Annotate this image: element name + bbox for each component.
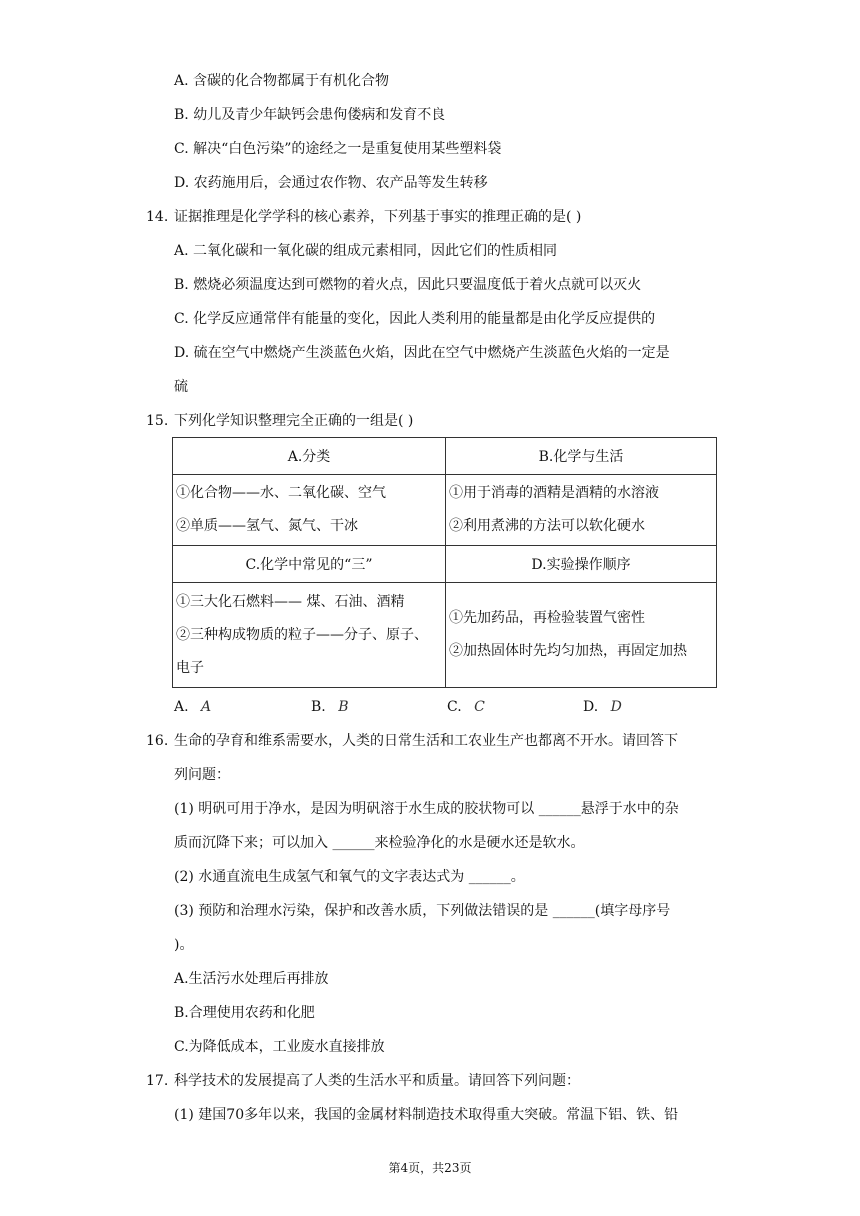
q16-option-a: A.生活污水处理后再排放: [174, 971, 329, 987]
table-cell-a-line1: ①化合物——水、二氧化碳、空气: [176, 485, 386, 501]
q16-part3-line2: )。: [174, 937, 194, 953]
q14-option-a: A. 二氧化碳和一氧化碳的组成元素相同，因此它们的性质相同: [174, 243, 558, 259]
q14-stem: 证据推理是化学学科的核心素养，下列基于事实的推理正确的是( ): [174, 209, 582, 225]
q14-option-b: B. 燃烧必须温度达到可燃物的着火点，因此只要温度低于着火点就可以灭火: [174, 277, 642, 293]
table-cell-b-line2: ②利用煮沸的方法可以软化硬水: [449, 518, 645, 534]
q14-option-d-cont: 硫: [174, 379, 188, 395]
table-header-a: A.分类: [173, 438, 446, 475]
q14-number: 14.: [146, 209, 169, 225]
q15-stem: 下列化学知识整理完全正确的一组是( ): [174, 413, 414, 429]
table-header-b: B.化学与生活: [446, 438, 717, 475]
q15-number: 15.: [146, 413, 169, 429]
q14-option-d: D. 硫在空气中燃烧产生淡蓝色火焰，因此在空气中燃烧产生淡蓝色火焰的一定是: [174, 345, 670, 361]
q17-number: 17.: [146, 1073, 169, 1089]
q17-stem: 科学技术的发展提高了人类的生活水平和质量。请回答下列问题：: [174, 1073, 580, 1089]
q16-number: 16.: [146, 733, 169, 749]
q15-choice-a-value: A: [201, 699, 212, 715]
table-cell-c: [173, 583, 446, 688]
q16-part2: (2) 水通直流电生成氢气和氧气的文字表达式为 ______。: [174, 869, 525, 885]
q15-choice-b: [311, 697, 349, 717]
knowledge-table: [172, 437, 717, 688]
table-cell-b-line1: ①用于消毒的酒精是酒精的水溶液: [449, 485, 659, 501]
q16-option-b: B.合理使用农药和化肥: [174, 1005, 315, 1021]
q15-choice-b-label: B.: [311, 699, 326, 715]
table-cell-d: [446, 583, 717, 688]
q13-option-c: C. 解决“白色污染”的途经之一是重复使用某些塑料袋: [174, 141, 502, 157]
table-cell-a: [173, 475, 446, 546]
table-cell-c-line3: 电子: [176, 659, 204, 676]
q13-option-d: D. 农药施用后，会通过农作物、农产品等发生转移: [174, 175, 488, 191]
table-cell-c-line2: ②三种构成物质的粒子——分子、原子、: [176, 626, 428, 643]
q15-choice-b-value: B: [338, 699, 349, 715]
page-footer: 第4页，共23页: [388, 1161, 472, 1175]
q16-stem-line1: 生命的孕育和维系需要水，人类的日常生活和工农业生产也都离不开水。请回答下: [174, 733, 678, 749]
table-cell-b: [446, 475, 717, 546]
table-cell-d-line2: ②加热固体时先均匀加热，再固定加热: [449, 643, 687, 659]
q13-option-b: B. 幼儿及青少年缺钙会患佝偻病和发育不良: [174, 107, 446, 123]
q15-choice-c-value: C: [474, 699, 485, 715]
q15-choice-d-value: D: [610, 699, 622, 715]
q15-choice-c: [447, 697, 485, 717]
q16-stem-line2: 列问题：: [174, 767, 230, 783]
q16-part1-line2: 质而沉降下来；可以加入 ______来检验净化的水是硬水还是软水。: [174, 835, 585, 851]
table-cell-d-line1: ①先加药品，再检验装置气密性: [449, 610, 645, 626]
q14-option-c: C. 化学反应通常伴有能量的变化，因此人类利用的能量都是由化学反应提供的: [174, 311, 656, 327]
q16-part1-line1: (1) 明矾可用于净水，是因为明矾溶于水生成的胶状物可以 ______悬浮于水中的杂: [174, 801, 679, 817]
q15-choice-a-label: A.: [174, 699, 189, 715]
q16-part3-line1: (3) 预防和治理水污染，保护和改善水质，下列做法错误的是 ______(填字母序号: [174, 903, 671, 919]
table-cell-c-line1: ①三大化石燃料—— 煤、石油、酒精: [176, 593, 405, 610]
q15-choice-a: [174, 697, 211, 717]
q16-option-c: C.为降低成本，工业废水直接排放: [174, 1039, 385, 1055]
q15-choice-d-label: D.: [583, 699, 599, 715]
q15-choice-c-label: C.: [447, 699, 462, 715]
q17-part1: (1) 建国70多年以来，我国的金属材料制造技术取得重大突破。常温下铝、铁、铅: [174, 1107, 679, 1123]
q15-choice-d: [583, 697, 622, 717]
table-cell-a-line2: ②单质——氢气、氮气、干冰: [176, 518, 358, 534]
q13-option-a: A. 含碳的化合物都属于有机化合物: [174, 73, 390, 89]
table-header-d: D.实验操作顺序: [446, 546, 717, 583]
table-header-c: C.化学中常见的“三”: [173, 546, 446, 583]
